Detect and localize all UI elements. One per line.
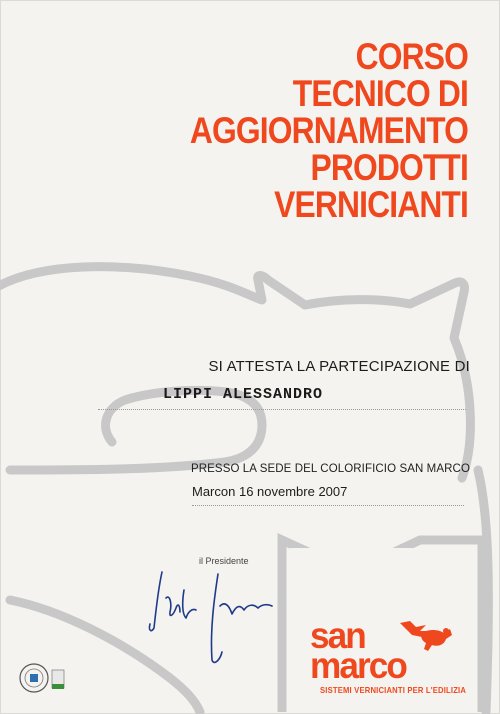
winged-lion-icon — [398, 619, 454, 653]
title-line: CORSO — [355, 36, 468, 77]
participant-name: LIPPI ALESSANDRO — [163, 386, 324, 403]
title-line: AGGIORNAMENTO — [189, 110, 468, 151]
attestation-text: SI ATTESTA LA PARTECIPAZIONE DI — [208, 358, 470, 375]
brand-word-marco: marco — [310, 645, 407, 686]
course-title — [176, 38, 468, 223]
title-line: PRODOTTI — [310, 147, 468, 188]
place-date: Marcon 16 novembre 2007 — [192, 484, 348, 499]
title-line: VERNICIANTI — [274, 184, 468, 225]
president-label: il Presidente — [199, 556, 249, 566]
certification-seal-icon — [16, 660, 68, 700]
president-signature — [140, 560, 290, 675]
title-line: TECNICO DI — [292, 73, 468, 114]
brand-word-san: san — [310, 615, 365, 656]
date-dotted-line — [192, 505, 464, 506]
venue-text: PRESSO LA SEDE DEL COLORIFICIO SAN MARCO — [190, 463, 470, 475]
name-dotted-line — [98, 409, 466, 410]
brand-tagline: SISTEMI VERNICIANTI PER L'EDILIZIA — [320, 685, 467, 695]
